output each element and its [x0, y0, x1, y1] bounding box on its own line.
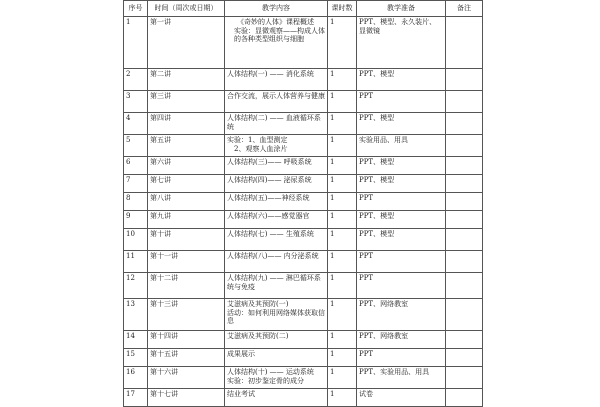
content-line: 艾滋病及其预防(二) — [227, 332, 289, 340]
content-line: 成果展示 — [227, 350, 255, 358]
header-row — [124, 1, 483, 17]
content-line: 人体结构(四)—— 泌尿系统 — [227, 176, 312, 184]
hours-cell: 1 — [328, 389, 357, 407]
content-line: 人体结构(十) —— 运动系统 — [227, 368, 314, 376]
note-cell — [446, 229, 483, 251]
time-cell: 第十一讲 — [148, 251, 225, 273]
content-cell — [225, 251, 328, 273]
row-number-cell: 10 — [124, 229, 148, 251]
row-number-cell: 11 — [124, 251, 148, 273]
table-row — [124, 211, 483, 229]
hours-cell: 1 — [328, 17, 357, 69]
row-number-cell: 4 — [124, 113, 148, 135]
row-number-cell: 3 — [124, 91, 148, 113]
row-number-cell: 15 — [124, 349, 148, 367]
content-cell — [225, 69, 328, 91]
table-row — [124, 299, 483, 331]
row-number-cell: 8 — [124, 193, 148, 211]
table-row — [124, 113, 483, 135]
note-cell — [446, 17, 483, 69]
time-cell: 第八讲 — [148, 193, 225, 211]
note-cell — [446, 175, 483, 193]
row-number-cell: 14 — [124, 331, 148, 349]
content-cell — [225, 113, 328, 135]
header-cell: 教学准备 — [357, 1, 446, 17]
content-cell — [225, 157, 328, 175]
table-row — [124, 251, 483, 273]
table-row — [124, 331, 483, 349]
time-cell: 第六讲 — [148, 157, 225, 175]
preparation-cell: PPT、模型 — [357, 113, 446, 135]
preparation-cell: 实验用品、用具 — [357, 135, 446, 157]
table-row — [124, 69, 483, 91]
note-cell — [446, 211, 483, 229]
row-number-cell: 16 — [124, 367, 148, 389]
time-cell: 第十六讲 — [148, 367, 225, 389]
note-cell — [446, 349, 483, 367]
content-cell — [225, 229, 328, 251]
note-cell — [446, 113, 483, 135]
time-cell: 第三讲 — [148, 91, 225, 113]
content-line: 合作交流，展示人体营养与健康 — [227, 92, 325, 100]
hours-cell: 1 — [328, 367, 357, 389]
hours-cell: 1 — [328, 157, 357, 175]
content-line: 人体结构(三)—— 呼吸系统 — [227, 158, 312, 166]
preparation-cell: PPT — [357, 193, 446, 211]
content-cell — [225, 273, 328, 299]
note-cell — [446, 69, 483, 91]
table-row — [124, 367, 483, 389]
content-cell — [225, 349, 328, 367]
content-cell — [225, 299, 328, 331]
table-row — [124, 91, 483, 113]
content-line: 《奇妙的人体》课程概述 — [237, 18, 314, 26]
preparation-cell: PPT、模型 — [357, 175, 446, 193]
note-cell — [446, 389, 483, 407]
content-cell — [225, 367, 328, 389]
hours-cell: 1 — [328, 251, 357, 273]
preparation-cell: PPT、模型 — [357, 69, 446, 91]
content-line: 人体结构(九) —— 淋巴循环系统与免疫 — [227, 274, 321, 291]
row-number-cell: 7 — [124, 175, 148, 193]
header-cell: 时间（周次或日期） — [148, 1, 225, 17]
row-number-cell: 6 — [124, 157, 148, 175]
note-cell — [446, 193, 483, 211]
content-line: 人体结构(七) —— 生殖系统 — [227, 230, 314, 238]
note-cell — [446, 251, 483, 273]
time-cell: 第九讲 — [148, 211, 225, 229]
content-cell — [225, 135, 328, 157]
table-row — [124, 349, 483, 367]
hours-cell: 1 — [328, 69, 357, 91]
hours-cell: 1 — [328, 349, 357, 367]
note-cell — [446, 367, 483, 389]
preparation-cell: PPT、模型 — [357, 157, 446, 175]
content-cell — [225, 211, 328, 229]
time-cell: 第十七讲 — [148, 389, 225, 407]
note-cell — [446, 273, 483, 299]
preparation-cell: PPT — [357, 251, 446, 273]
content-line: 人体结构(五)——神经系统 — [227, 194, 310, 202]
preparation-cell: PPT — [357, 273, 446, 299]
content-cell — [225, 193, 328, 211]
note-cell — [446, 157, 483, 175]
header-cell: 序号 — [124, 1, 148, 17]
row-number-cell: 5 — [124, 135, 148, 157]
content-line: 2、观察人血涂片 — [234, 144, 288, 153]
hours-cell: 1 — [328, 299, 357, 331]
preparation-cell: PPT、模型 — [357, 229, 446, 251]
time-cell: 第十二讲 — [148, 273, 225, 299]
content-line: 实验：显微观察——构成人体的各种类型组织与细胞 — [234, 26, 325, 44]
row-number-cell: 13 — [124, 299, 148, 331]
time-cell: 第一讲 — [148, 17, 225, 69]
note-cell — [446, 331, 483, 349]
content-line: 人体结构(六)——感觉器官 — [227, 212, 310, 220]
content-line: 实验：初步鉴定骨的成分 — [227, 376, 304, 385]
time-cell: 第十五讲 — [148, 349, 225, 367]
header-cell: 备注 — [446, 1, 483, 17]
content-cell — [225, 331, 328, 349]
row-number-cell: 12 — [124, 273, 148, 299]
time-cell: 第十四讲 — [148, 331, 225, 349]
time-cell: 第十三讲 — [148, 299, 225, 331]
header-cell: 教学内容 — [225, 1, 328, 17]
row-number-cell: 17 — [124, 389, 148, 407]
content-line: 结业考试 — [227, 390, 255, 398]
preparation-cell: PPT、模型、永久装片、显微镜 — [357, 17, 446, 69]
preparation-cell: PPT、网络教室 — [357, 331, 446, 349]
hours-cell: 1 — [328, 91, 357, 113]
hours-cell: 1 — [328, 211, 357, 229]
hours-cell: 1 — [328, 229, 357, 251]
content-line: 人体结构(一) —— 消化系统 — [227, 70, 314, 78]
table-row — [124, 193, 483, 211]
time-cell: 第四讲 — [148, 113, 225, 135]
time-cell: 第五讲 — [148, 135, 225, 157]
content-cell — [225, 17, 328, 69]
content-line: 活动：如何利用网络媒体获取信息 — [227, 308, 325, 326]
time-cell: 第十讲 — [148, 229, 225, 251]
preparation-cell: PPT — [357, 91, 446, 113]
time-cell: 第七讲 — [148, 175, 225, 193]
table-row — [124, 175, 483, 193]
hours-cell: 1 — [328, 175, 357, 193]
table-row — [124, 17, 483, 69]
content-line: 人体结构(八)—— 内分泌系统 — [227, 252, 319, 260]
note-cell — [446, 135, 483, 157]
preparation-cell: 试卷 — [357, 389, 446, 407]
preparation-cell: PPT — [357, 349, 446, 367]
content-line: 人体结构(二) —— 血液循环系统 — [227, 114, 321, 131]
preparation-cell: PPT、模型 — [357, 211, 446, 229]
hours-cell: 1 — [328, 273, 357, 299]
hours-cell: 1 — [328, 113, 357, 135]
preparation-cell: PPT、网络教室 — [357, 299, 446, 331]
content-cell — [225, 175, 328, 193]
hours-cell: 1 — [328, 331, 357, 349]
time-cell: 第二讲 — [148, 69, 225, 91]
hours-cell: 1 — [328, 135, 357, 157]
row-number-cell: 2 — [124, 69, 148, 91]
table-row — [124, 273, 483, 299]
row-number-cell: 1 — [124, 17, 148, 69]
note-cell — [446, 299, 483, 331]
table-body — [124, 17, 483, 407]
content-line: 艾滋病及其预防(一) — [227, 300, 289, 308]
table-row — [124, 229, 483, 251]
note-cell — [446, 91, 483, 113]
row-number-cell: 9 — [124, 211, 148, 229]
preparation-cell: PPT、实验用品、用具 — [357, 367, 446, 389]
hours-cell: 1 — [328, 193, 357, 211]
content-cell — [225, 389, 328, 407]
course-schedule-table — [123, 0, 483, 407]
content-cell — [225, 91, 328, 113]
table-row — [124, 389, 483, 407]
table-row — [124, 135, 483, 157]
content-line: 实验：1、血型测定 — [227, 136, 288, 144]
table-row — [124, 157, 483, 175]
header-cell: 课时数 — [328, 1, 357, 17]
